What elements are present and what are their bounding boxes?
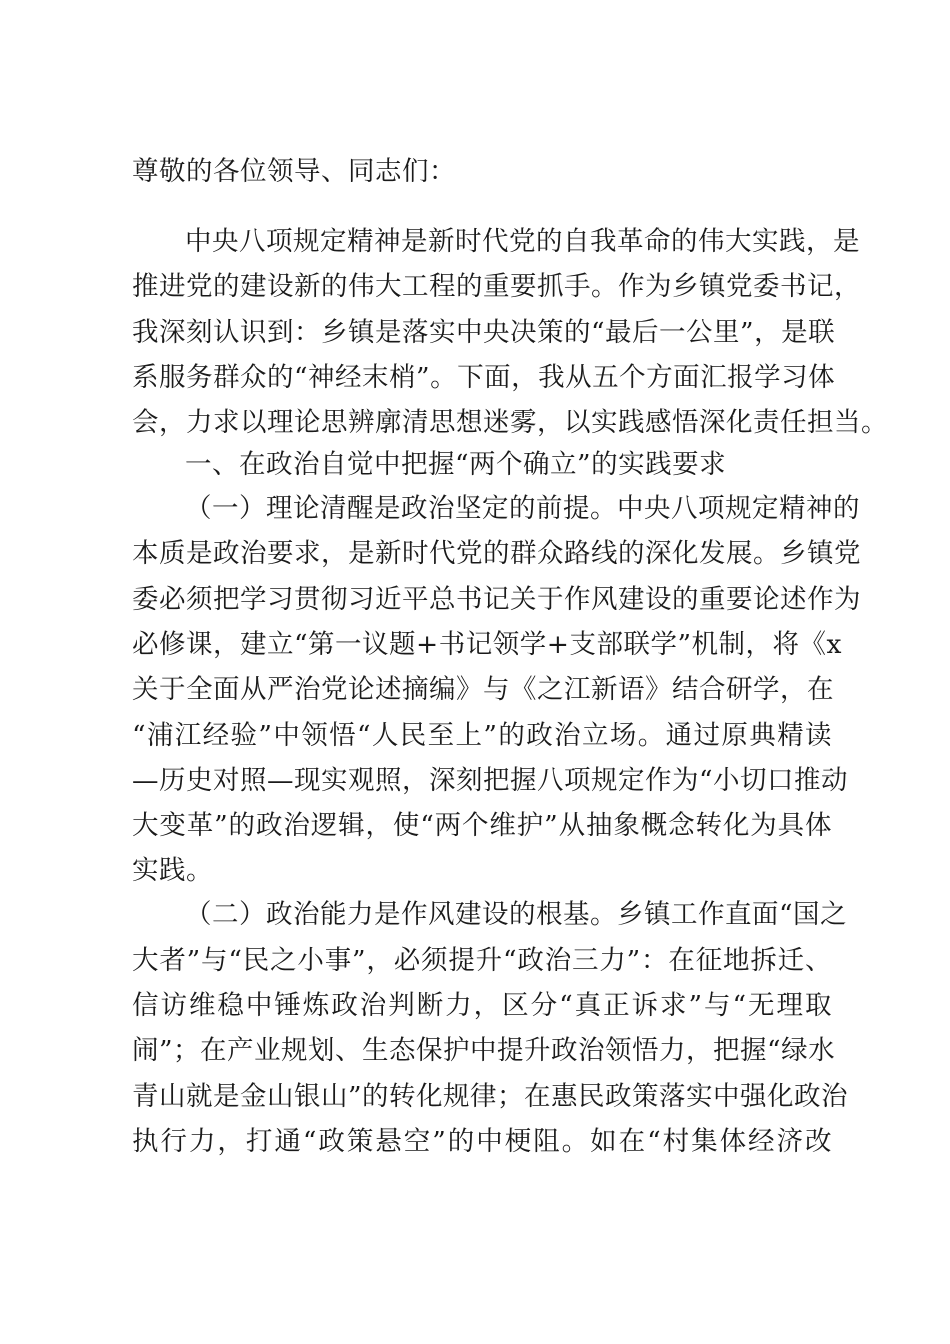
paragraph-line: 我深刻认识到：乡镇是落实中央决策的“最后一公里”，是联 (132, 317, 836, 348)
paragraph-line: 本质是政治要求，是新时代党的群众路线的深化发展。乡镇党 (132, 538, 861, 569)
paragraph-line: 青山就是金山银山”的转化规律；在惠民政策落实中强化政治 (132, 1081, 849, 1112)
paragraph-line: 关于全面从严治党论述摘编》与《之江新语》结合研学，在 (132, 674, 834, 705)
paragraph-line: 实践。 (132, 855, 213, 886)
paragraph-line: 信访维稳中锤炼政治判断力，区分“真正诉求”与“无理取 (132, 990, 832, 1021)
paragraph-line: 闹”；在产业规划、生态保护中提升政治领悟力，把握“绿水 (132, 1035, 836, 1066)
paragraph-line: 大者”与“民之小事”，必须提升“政治三力”：在征地拆迁、 (132, 945, 832, 976)
paragraph-line: 推进党的建设新的伟大工程的重要抓手。作为乡镇党委书记， (132, 271, 861, 302)
paragraph-line: —历史对照—现实观照，深刻把握八项规定作为“小切口推动 (132, 765, 849, 796)
paragraph-line: （二）政治能力是作风建设的根基。乡镇工作直面“国之 (185, 899, 848, 930)
paragraph-line: “浦江经验”中领悟“人民至上”的政治立场。通过原典精读 (132, 720, 832, 751)
section-heading: 一、在政治自觉中把握“两个确立”的实践要求 (185, 449, 727, 480)
paragraph-line: 委必须把学习贯彻习近平总书记关于作风建设的重要论述作为 (132, 584, 861, 615)
greeting: 尊敬的各位领导、同志们： (132, 156, 456, 187)
paragraph-line: 大变革”的政治逻辑，使“两个维护”从抽象概念转化为具体 (132, 810, 832, 841)
paragraph-line: （一）理论清醒是政治坚定的前提。中央八项规定精神的 (185, 493, 860, 524)
paragraph-line: 必修课，建立“第一议题+书记领学+支部联学”机制，将《x (132, 629, 842, 660)
paragraph-line: 系服务群众的“神经末梢”。下面，我从五个方面汇报学习体 (132, 362, 836, 393)
paragraph-line: 会，力求以理论思辨廓清思想迷雾，以实践感悟深化责任担当。 (132, 407, 888, 438)
paragraph-line: 执行力，打通“政策悬空”的中梗阻。如在“村集体经济改 (132, 1126, 832, 1157)
paragraph-line: 中央八项规定精神是新时代党的自我革命的伟大实践，是 (185, 226, 860, 257)
